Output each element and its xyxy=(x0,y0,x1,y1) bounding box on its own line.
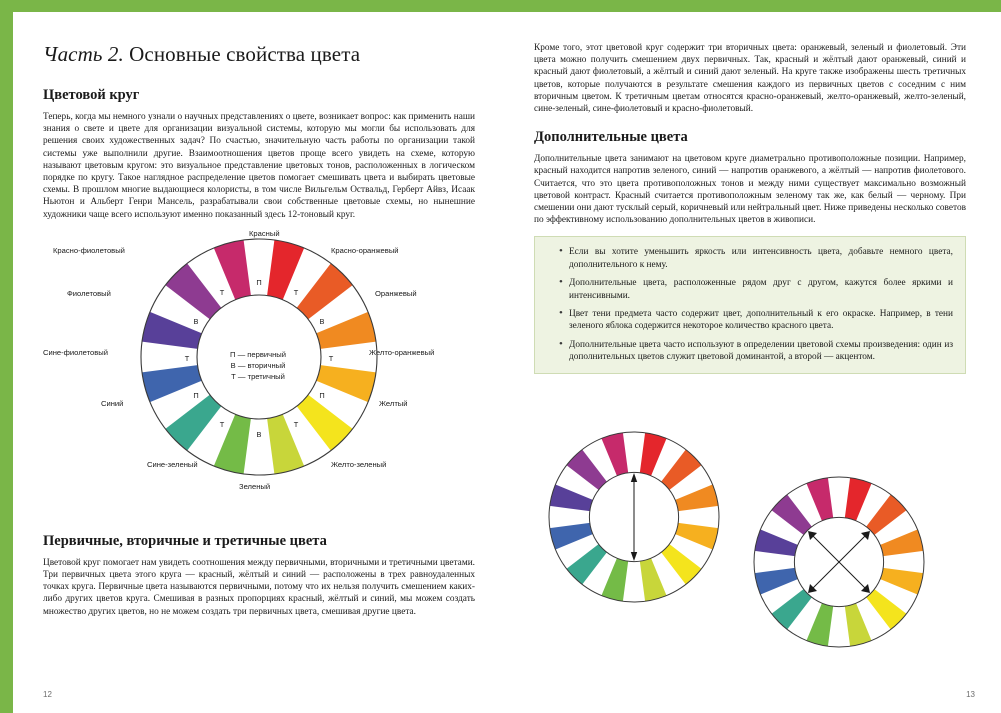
right-page-column xyxy=(534,42,966,374)
list-item: • Дополнительные цвета, расположенные рядом друг с другом, кажутся более яркими и интенсивными. xyxy=(559,277,953,302)
complementary-diagrams-svg xyxy=(534,422,974,672)
section-heading-primary-secondary: Первичные, вторичные и третичные цвета xyxy=(43,532,327,549)
list-item: • Дополнительные цвета часто используют в определении цветовой схемы произведения: один из дополнительных цветов служит цветовой доминантой, а второй — акцентом. xyxy=(559,339,953,364)
legend-tertiary: Т — третичный xyxy=(231,371,285,381)
right-paragraph-secondary-tertiary: Кроме того, этот цветовой круг содержит три вторичных цвета: оранжевый, зеленый и фиолетовый. Эти цвета можно получить смешением двух первичных. Так, красный и жёлтый дают оранжевый, синий и красный дают фиолетовый, а жёлтый и синий дают зеленый. На круге также изображены шесть третичных цветов, которые получаются в результате смешения каждого из первичных цветов с соседним с ним вторичным цветом. К третичным цветам относятся красно-оранжевый, желто-оранжевый, желто-зеленый, сине-зеленый, сине-фиолетовый и красно-фиолетовый. xyxy=(534,43,966,115)
svg-text:Т: Т xyxy=(293,287,299,297)
wheel-label-green: Зеленый xyxy=(239,481,271,491)
svg-text:Т: Т xyxy=(184,353,190,363)
wheel-label-red: Красный xyxy=(249,228,280,238)
color-wheel-legend xyxy=(193,349,323,382)
svg-text:П: П xyxy=(193,390,199,400)
section-paragraph-color-wheel: Теперь, когда мы немного узнали о научных представлениях о цвете, возникает вопрос: как применить наши знания о свете и цвете для организации визуальной системы, которую мы могли бы использовать для решения своих художественных задач? По счастью, значительную часть работы по организации такой системы уже выполнили другие. Взаимоотношения цветов проще всего увидеть на схеме, которую называют цветовым кругом: это визуальное представление цветовых тонов, расположенных в логическом порядке по кругу. Такое наглядное распределение цветов помогает смешивать цвета и выбирать цветовые схемы. В прошлом многие выдающиеся колористы, в том числе Вильгельм Оствальд, Герберт Айвз, Исаак Ньютон и Альберт Генри Мансель, разрабатывали свои собственные цветовые схемы, но нынешние художники чаще всего используют именно показанный здесь 12-тоновый круг. xyxy=(43,112,475,220)
section-paragraph-primary-secondary: Цветовой круг помогает нам увидеть соотношения между первичными, вторичными и третичными цветами. Три первичных цвета этого круга — красный, жёлтый и синий — расположены в трех равноудаленных точках круга. Первичные цвета называются первичными, потому что их нельзя получить смешением каких-либо других цветов круга. Смешивая в разных пропорциях красный, жёлтый и синий, мы можем создать множество других цветов, но не можем создать три первичных цвета, смешивая другие цвета. xyxy=(43,557,475,617)
legend-primary: П — первичный xyxy=(230,349,286,359)
svg-text:Т: Т xyxy=(219,419,225,429)
list-item: • Цвет тени предмета часто содержит цвет, дополнительный к его окраске. Например, в тени зеленого яблока содержится некоторое количество красного цвета. xyxy=(559,308,953,333)
wheel-label-yellow-orange: Желто-оранжевый xyxy=(369,347,435,357)
list-item: • Если вы хотите уменьшить яркость или интенсивность цвета, добавьте немного цвета, дополнительного к нему. xyxy=(559,246,953,271)
svg-text:Т: Т xyxy=(293,419,299,429)
page-title-part: Часть 2. xyxy=(43,42,124,66)
section-heading-complementary: Дополнительные цвета xyxy=(534,129,688,146)
svg-text:П: П xyxy=(319,390,325,400)
complementary-diagram-crossed xyxy=(754,477,924,647)
wheel-label-orange: Оранжевый xyxy=(375,288,417,298)
complementary-diagram-vertical xyxy=(549,432,719,602)
tips-list xyxy=(545,246,953,363)
wheel-label-blue: Синий xyxy=(101,398,124,408)
tips-callout-box xyxy=(534,236,966,373)
top-color-band xyxy=(0,0,1001,12)
wheel-label-red-orange: Красно-оранжевый xyxy=(331,245,399,255)
wheel-label-blue-green: Сине-зеленый xyxy=(147,459,198,469)
wheel-label-yellow: Желтый xyxy=(379,398,408,408)
svg-text:П: П xyxy=(256,277,262,287)
section-paragraph-complementary: Дополнительные цвета занимают на цветовом круге диаметрально противоположные позиции. Например, красный находится напротив зеленого, синий — напротив оранжевого, а жёлтый — напротив фиолетового. Считается, что это цвета противоположных тонов и между ними существует максимально возможный цветовой контраст. Красный считается противоположным зеленому так же, как белый — черному. При смешении они дают тусклый серый, коричневый или нейтральный цвет. Ниже приведены несколько советов по эффективному использованию дополнительных цветов в живописи. xyxy=(534,154,966,226)
wheel-label-violet: Фиолетовый xyxy=(67,288,111,298)
svg-text:В: В xyxy=(256,429,262,439)
color-wheel-figure xyxy=(43,229,475,519)
complementary-diagrams xyxy=(534,422,974,672)
svg-text:В: В xyxy=(319,316,325,326)
legend-secondary: В — вторичный xyxy=(230,360,286,370)
page-spread xyxy=(13,12,1001,713)
folio-right: 13 xyxy=(966,690,975,699)
left-page-column xyxy=(43,42,475,626)
wheel-label-yellow-green: Желто-зеленый xyxy=(331,459,387,469)
wheel-label-blue-violet: Сине-фиолетовый xyxy=(43,347,108,357)
page-title xyxy=(43,42,475,67)
page-title-rest: Основные свойства цвета xyxy=(123,42,361,66)
left-color-band xyxy=(0,0,13,713)
svg-text:В: В xyxy=(193,316,199,326)
folio-left: 12 xyxy=(43,690,52,699)
svg-text:Т: Т xyxy=(219,287,225,297)
svg-text:Т: Т xyxy=(328,353,334,363)
wheel-label-red-violet: Красно-фиолетовый xyxy=(53,245,125,255)
section-heading-color-wheel: Цветовой круг xyxy=(43,87,140,103)
